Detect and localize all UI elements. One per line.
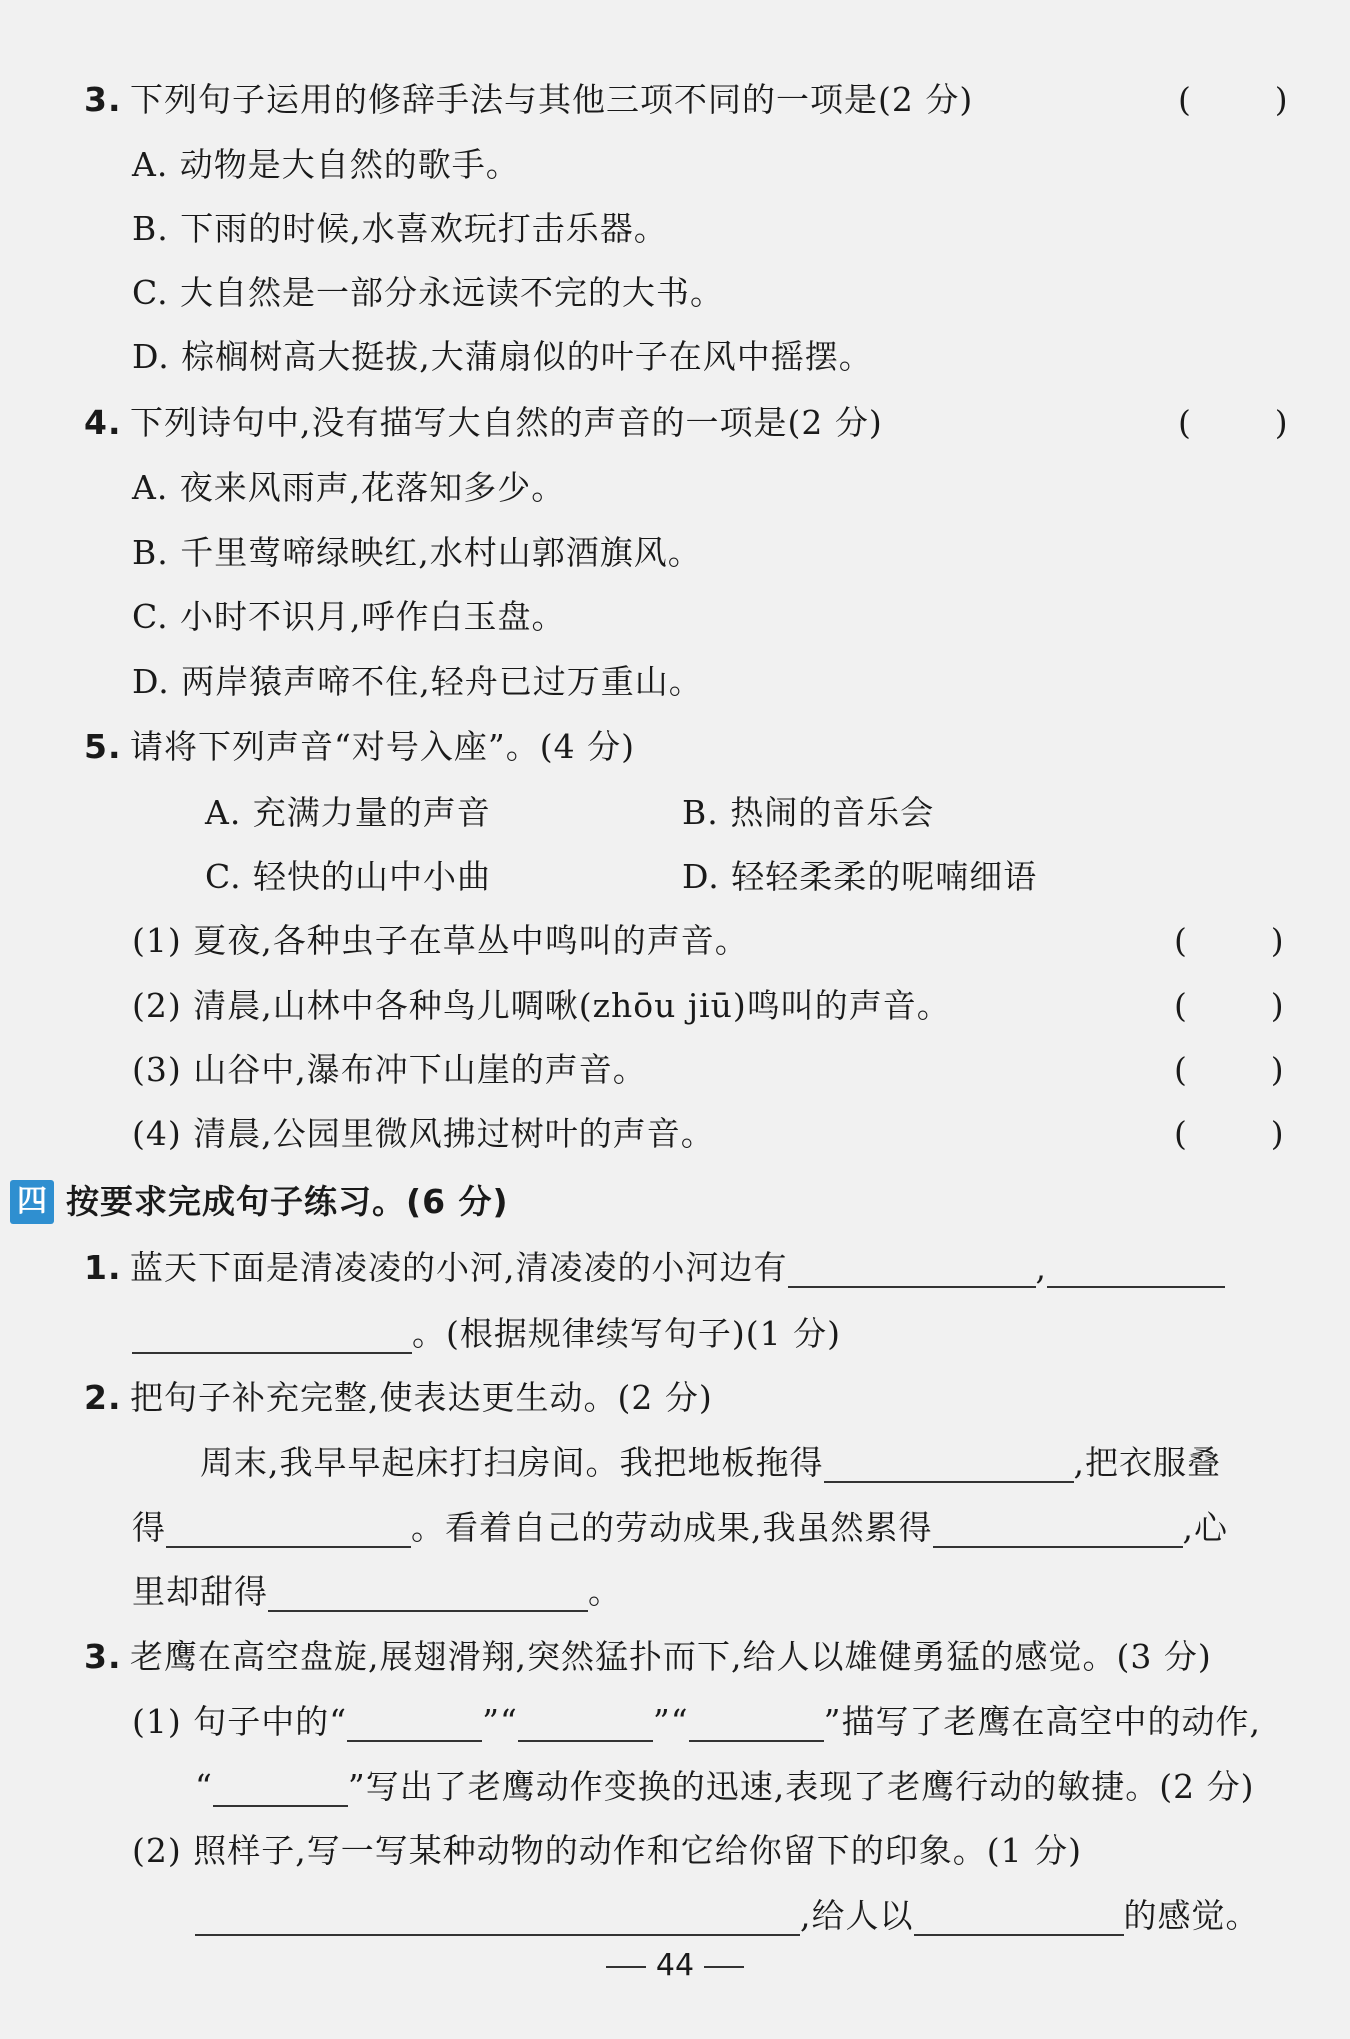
s3-blank-1[interactable] [347, 1706, 482, 1742]
s2-blank-2[interactable] [166, 1512, 411, 1548]
s3-sub2-line2: ,给人以 的感觉。 [195, 1896, 1260, 1936]
s2-stem: 2. 把句子补充完整,使表达更生动。(2 分) [84, 1378, 713, 1417]
q3-answer-paren[interactable]: ( ) [1178, 80, 1288, 119]
s2-para-line3: 里却甜得 。 [132, 1572, 622, 1611]
q5-choice-b: B. 热闹的音乐会 [682, 793, 935, 832]
s3-sub2-line1: (2) 照样子,写一写某种动物的动作和它给你留下的印象。(1 分) [132, 1831, 1082, 1870]
s3-stem: 3. 老鹰在高空盘旋,展翅滑翔,突然猛扑而下,给人以雄健勇猛的感觉。(3 分) [84, 1637, 1212, 1676]
s3-blank-6[interactable] [914, 1900, 1124, 1936]
q5-item-1: (1) 夏夜,各种虫子在草丛中鸣叫的声音。 [132, 921, 749, 960]
s1-line2: 。(根据规律续写句子)(1 分) [132, 1314, 841, 1354]
q3-option-d: D. 棕榈树高大挺拔,大蒲扇似的叶子在风中摇摆。 [132, 337, 873, 376]
q5-choice-a: A. 充满力量的声音 [205, 793, 491, 832]
page-number-dash-left [606, 1966, 646, 1968]
q5-item-4-paren[interactable]: ( ) [1174, 1114, 1284, 1153]
q4-answer-paren[interactable]: ( ) [1178, 403, 1288, 442]
s2-para-line2: 得 。看着自己的劳动成果,我虽然累得 ,心 [132, 1508, 1228, 1547]
q5-choice-d: D. 轻轻柔柔的呢喃细语 [682, 857, 1038, 896]
s3-blank-3[interactable] [689, 1706, 824, 1742]
q4-option-c: C. 小时不识月,呼作白玉盘。 [132, 597, 566, 636]
q5-stem: 5. 请将下列声音“对号入座”。(4 分) [84, 727, 635, 766]
s3-sub1-line2: “ ”写出了老鹰动作变换的迅速,表现了老鹰行动的敏捷。(2 分) [195, 1767, 1255, 1806]
page-number-dash-right [704, 1966, 744, 1968]
s3-blank-4[interactable] [213, 1771, 348, 1807]
q4-option-b: B. 千里莺啼绿映红,水村山郭酒旗风。 [132, 533, 702, 572]
s3-sub1-line1: (1) 句子中的“ ”“ ”“ ”描写了老鹰在高空中的动作, [132, 1702, 1261, 1741]
s2-blank-1[interactable] [824, 1447, 1074, 1483]
q5-choice-c: C. 轻快的山中小曲 [205, 857, 492, 896]
q3-option-c: C. 大自然是一部分永远读不完的大书。 [132, 273, 725, 312]
q5-item-1-paren[interactable]: ( ) [1174, 921, 1284, 960]
s3-blank-5[interactable] [195, 1900, 800, 1936]
s2-blank-3[interactable] [933, 1512, 1183, 1548]
s3-blank-2[interactable] [518, 1706, 653, 1742]
q4-stem: 4. 下列诗句中,没有描写大自然的声音的一项是(2 分) [84, 403, 883, 442]
q4-option-d: D. 两岸猿声啼不住,轻舟已过万重山。 [132, 662, 703, 701]
s1-blank-2[interactable] [1047, 1252, 1225, 1288]
s2-para-line1: 周末,我早早起床打扫房间。我把地板拖得 ,把衣服叠 [200, 1443, 1221, 1482]
section-number-badge: 四 [10, 1180, 54, 1224]
q3-option-a: A. 动物是大自然的歌手。 [132, 145, 520, 184]
q4-option-a: A. 夜来风雨声,花落知多少。 [132, 468, 566, 507]
q5-item-3: (3) 山谷中,瀑布冲下山崖的声音。 [132, 1050, 647, 1089]
q5-item-2: (2) 清晨,山林中各种鸟儿啁啾(zhōu jiū)鸣叫的声音。 [132, 986, 951, 1025]
q5-item-4: (4) 清晨,公园里微风拂过树叶的声音。 [132, 1114, 715, 1153]
section-title: 按要求完成句子练习。(6 分) [66, 1182, 509, 1221]
s1-line1: 1. 蓝天下面是清凌凌的小河,清凌凌的小河边有 , [84, 1248, 1225, 1288]
page-number: 44 [0, 1946, 1350, 1986]
q5-item-3-paren[interactable]: ( ) [1174, 1050, 1284, 1089]
s1-blank-3[interactable] [132, 1318, 412, 1354]
q3-stem: 3. 下列句子运用的修辞手法与其他三项不同的一项是(2 分) [84, 80, 974, 119]
s2-blank-4[interactable] [268, 1576, 588, 1612]
s1-blank-1[interactable] [788, 1252, 1036, 1288]
q3-option-b: B. 下雨的时候,水喜欢玩打击乐器。 [132, 209, 668, 248]
q5-item-2-paren[interactable]: ( ) [1174, 986, 1284, 1025]
